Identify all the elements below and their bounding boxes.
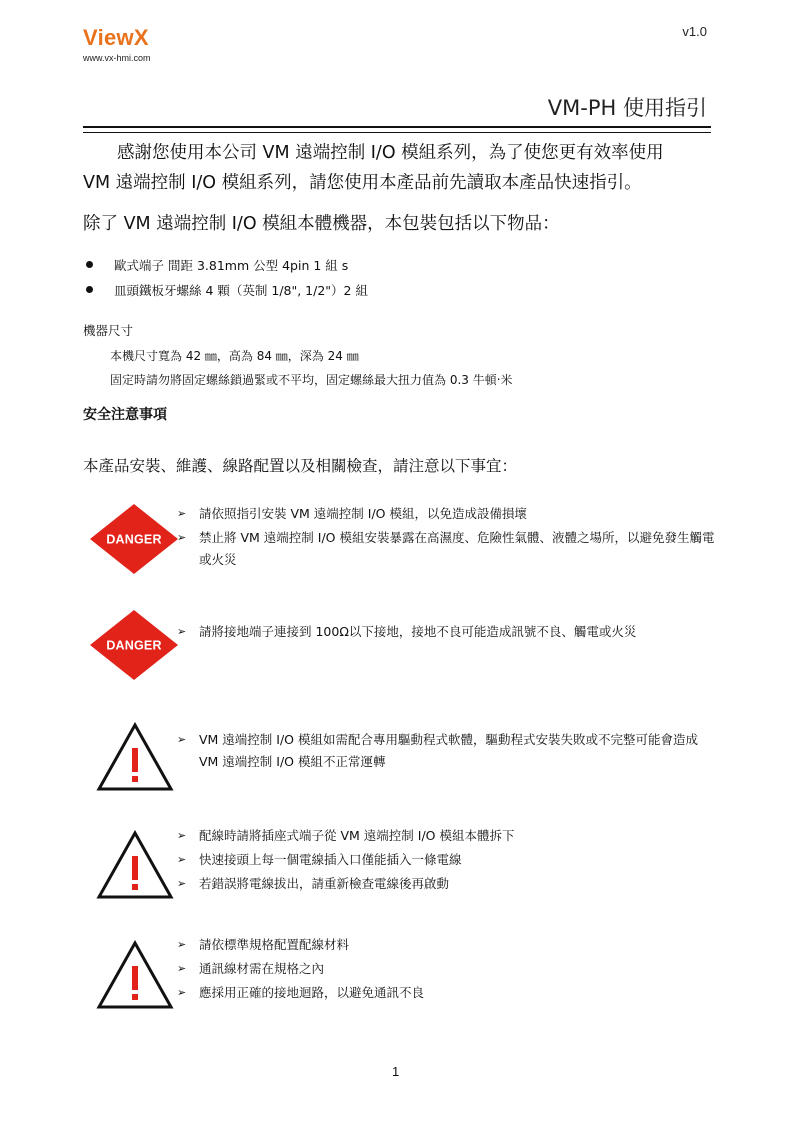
- intro-paragraph: [83, 138, 711, 198]
- document-title: VM-PH 使用指引: [547, 96, 707, 120]
- list-item: ➢ 請依標準規格配置配線材料: [177, 934, 717, 956]
- intro-line-1: 感謝您使用本公司 VM 遠端控制 I/O 模組系列，為了使您更有效率使用: [117, 143, 664, 163]
- list-item: ➢ 快速接頭上每一個電線插入口僅能插入一條電線: [177, 849, 717, 871]
- list-item: ➢ 請將接地端子連接到 100Ω以下接地，接地不良可能造成訊號不良、觸電或火災: [177, 621, 717, 643]
- safety-group-3: [177, 729, 717, 775]
- safety-group-5: [177, 934, 717, 1006]
- bullet-icon: [86, 261, 93, 268]
- arrow-bullet-icon: ➢: [177, 507, 187, 520]
- arrow-bullet-icon: ➢: [177, 877, 187, 890]
- arrow-bullet-icon: ➢: [177, 531, 187, 544]
- arrow-bullet-icon: ➢: [177, 853, 187, 866]
- website-url: www.vx-hmi.com: [83, 53, 151, 63]
- list-item: ➢ 配線時請將插座式端子從 VM 遠端控制 I/O 模組本體拆下: [177, 825, 717, 847]
- svg-text:DANGER: DANGER: [106, 638, 162, 653]
- safety-group-1: [177, 503, 717, 573]
- arrow-bullet-icon: ➢: [177, 962, 187, 975]
- bullet-icon: [86, 286, 93, 293]
- danger-sign-icon: [89, 503, 179, 575]
- list-item: ➢ VM 遠端控制 I/O 模組如需配合專用驅動程式軟體，驅動程式安裝失敗或不完整可能會造成 VM 遠端控制 I/O 模組不正常運轉: [177, 729, 717, 773]
- list-item: 皿頭鐵板牙螺絲 4 顆（英制 1/8", 1/2"）2 組: [83, 277, 368, 302]
- safety-heading: 安全注意事項: [83, 407, 167, 423]
- safety-group-2: [177, 621, 717, 645]
- list-item: 歐式端子 間距 3.81mm 公型 4pin 1 組 s: [83, 252, 368, 277]
- safety-group-4: [177, 825, 717, 897]
- arrow-bullet-icon: ➢: [177, 938, 187, 951]
- arrow-bullet-icon: ➢: [177, 625, 187, 638]
- arrow-bullet-icon: ➢: [177, 829, 187, 842]
- warning-triangle-icon: [96, 940, 174, 1010]
- dimensions-heading: 機器尺寸: [83, 323, 134, 338]
- list-item: ➢ 請依照指引安裝 VM 遠端控制 I/O 模組，以免造成設備損壞: [177, 503, 717, 525]
- intro-line-2: VM 遠端控制 I/O 模組系列，請您使用本產品前先讀取本產品快速指引。: [83, 173, 642, 193]
- title-rule-thin: [83, 132, 711, 133]
- warning-triangle-icon: [96, 830, 174, 900]
- arrow-bullet-icon: ➢: [177, 986, 187, 999]
- dimensions-torque: 固定時請勿將固定螺絲鎖過緊或不平均，固定螺絲最大扭力值為 0.3 牛頓‧米: [110, 373, 513, 387]
- page-number: 1: [392, 1064, 400, 1079]
- package-list: [83, 252, 368, 302]
- list-item: ➢ 若錯誤將電線拔出，請重新檢查電線後再啟動: [177, 873, 717, 895]
- danger-sign-icon: [89, 609, 179, 681]
- safety-intro: 本產品安裝、維護、線路配置以及相關檢查，請注意以下事宜：: [83, 457, 518, 475]
- list-item: ➢ 應採用正確的接地迴路，以避免通訊不良: [177, 982, 717, 1004]
- version-label: v1.0: [682, 24, 707, 39]
- svg-text:DANGER: DANGER: [106, 532, 162, 547]
- arrow-bullet-icon: ➢: [177, 733, 187, 746]
- title-rule-thick: [83, 126, 711, 128]
- package-contents-line: 除了 VM 遠端控制 I/O 模組本體機器，本包裝包括以下物品：: [83, 214, 560, 234]
- brand-logo: ViewX: [83, 25, 149, 50]
- list-item: ➢ 通訊線材需在規格之內: [177, 958, 717, 980]
- warning-triangle-icon: [96, 722, 174, 792]
- list-item: ➢ 禁止將 VM 遠端控制 I/O 模組安裝暴露在高濕度、危險性氣體、液體之場所，以避免發生觸電或火災: [177, 527, 717, 571]
- dimensions-size: 本機尺寸寬為 42 ㎜，高為 84 ㎜，深為 24 ㎜: [110, 349, 359, 363]
